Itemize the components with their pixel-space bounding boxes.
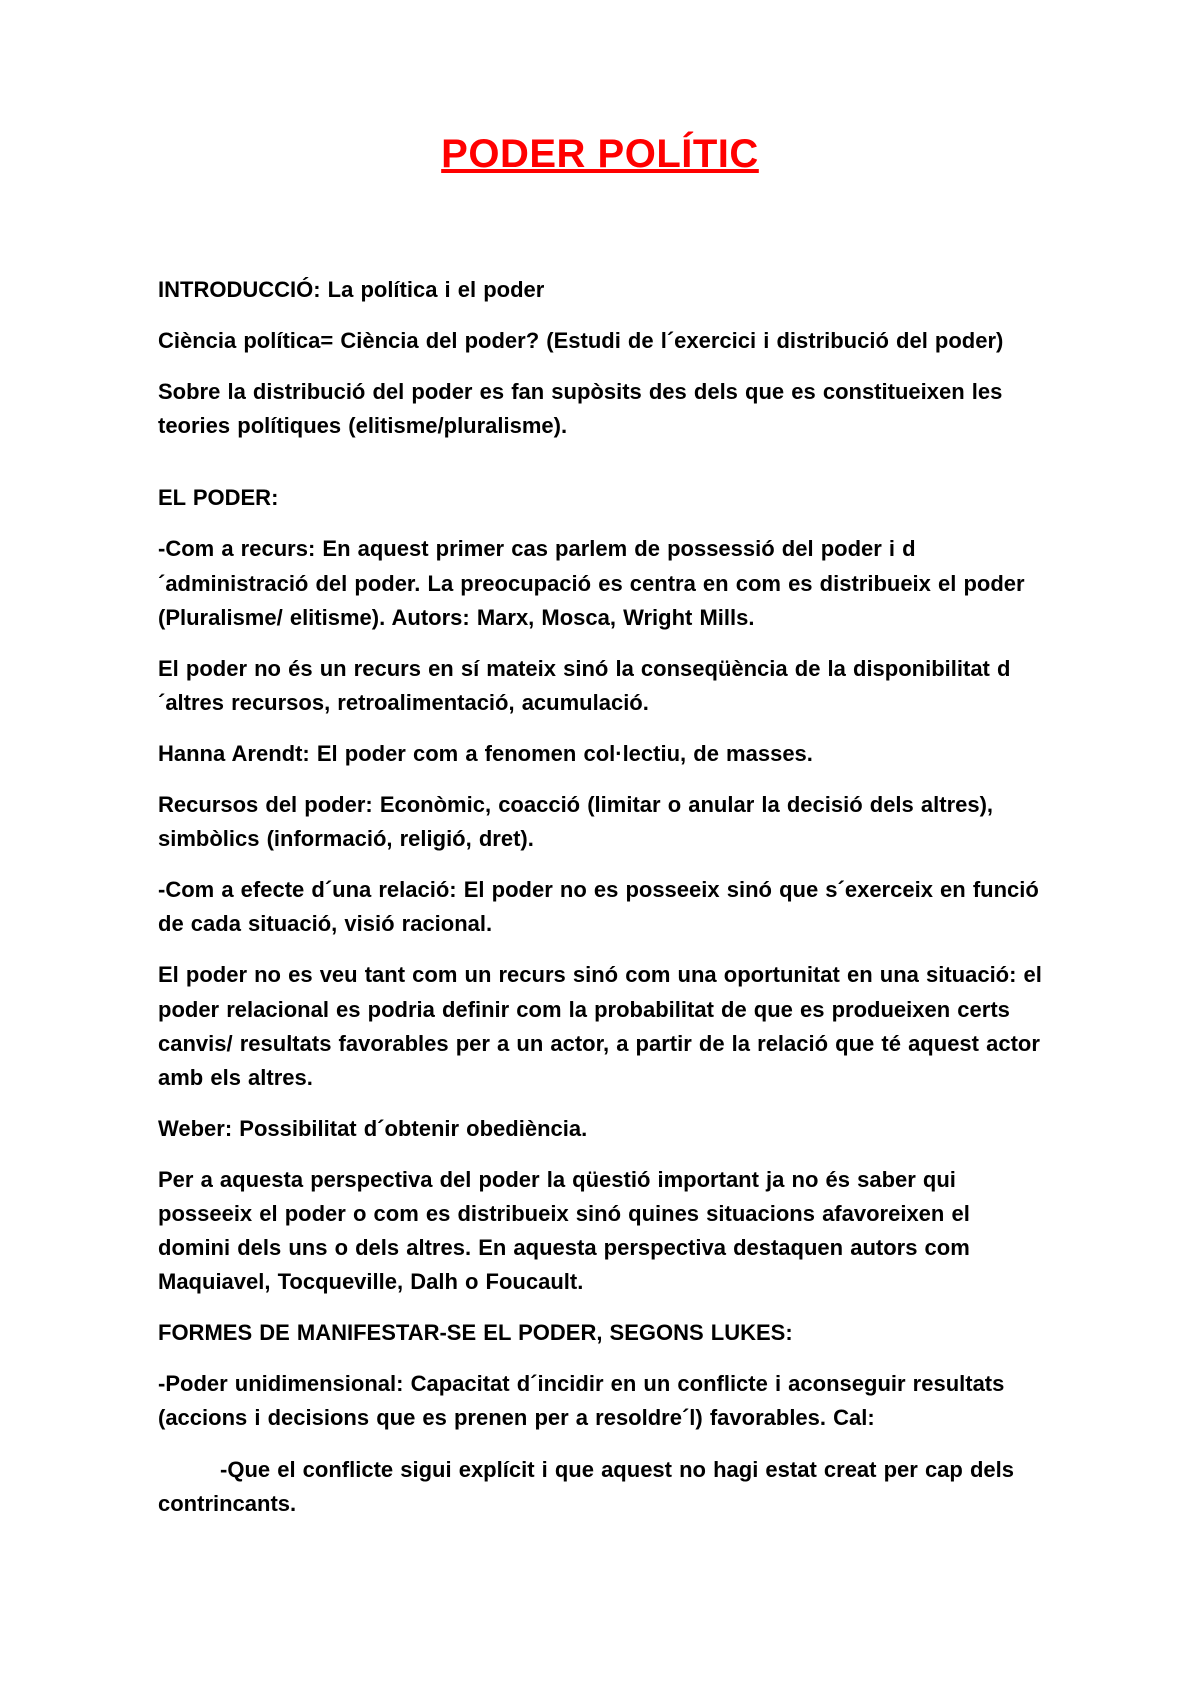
paragraph [158,1112,1042,1146]
paragraph [158,1316,1042,1350]
paragraph [158,958,1042,1094]
paragraph-text: Sobre la distribució del poder es fan supòsits des dels que es constitueixen les teories polítiques (elitisme/pluralisme). [158,379,1003,439]
paragraph [158,375,1042,443]
paragraph-lead: -Com a efecte d´una relació: [158,877,457,903]
paragraph-text: Capacitat d´incidir en un conflicte i aconseguir resultats (accions i decisions que es prenen per a resoldre´l) favorables. Cal: [158,1371,1005,1431]
paragraph [158,1453,1042,1521]
paragraph [158,273,1042,307]
paragraph-text: -Que el conflicte sigui explícit i que aquest no hagi estat creat per cap dels contrincants. [158,1456,1014,1516]
paragraph [158,737,1042,771]
paragraph [158,532,1042,634]
paragraph-lead: EL PODER: [158,485,279,511]
paragraph [158,1163,1042,1299]
paragraph-lead: FORMES DE MANIFESTAR-SE EL PODER, SEGONS LUKES: [158,1320,793,1346]
paragraph-lead: -Com a recurs: [158,536,316,562]
paragraph [158,788,1042,856]
paragraph-lead: -Poder unidimensional: [158,1371,404,1397]
paragraph-text: Hanna Arendt: El poder com a fenomen col·lectiu, de masses. [158,740,813,766]
paragraph-text: Ciència política= Ciència del poder? (Estudi de l´exercici i distribució del poder) [158,328,1004,354]
paragraph-lead: INTRODUCCIÓ: La política i el poder [158,277,545,302]
document-body [158,273,1042,1521]
paragraph [158,324,1042,358]
document-title: PODER POLÍTIC [441,132,759,176]
paragraph-text: Recursos del poder: Econòmic, coacció (limitar o anular la decisió dels altres), simbòlics (informació, religió, dret). [158,792,994,852]
paragraph [158,873,1042,941]
paragraph-text: El poder no és un recurs en sí mateix sinó la conseqüència de la disponibilitat d´altres recursos, retroalimentació, acumulació. [158,655,1011,715]
paragraph [158,481,1042,515]
paragraph-text: El poder no es veu tant com un recurs sinó com una oportunitat en una situació: el poder relacional es podria definir com la probabilitat de que es produeixen certs canvis/ resultats favorables per a un actor, a partir de la relació que té aquest actor amb els altres. [158,962,1042,1090]
paragraph-text: El poder no es posseeix sinó que s´exerceix en funció de cada situació, visió racional. [158,877,1039,937]
paragraph-text: En aquest primer cas parlem de possessió del poder i d´administració del poder. La preocupació es centra en com es distribueix el poder (Pluralisme/ elitisme). Autors: Marx, Mosca, Wright Mills. [158,536,1025,630]
paragraph [158,652,1042,720]
paragraph-text: Weber: Possibilitat d´obtenir obediència. [158,1115,588,1141]
paragraph [158,1367,1042,1435]
paragraph-text: Per a aquesta perspectiva del poder la qüestió important ja no és saber qui posseeix el poder o com es distribueix sinó quines situacions afavoreixen el domini dels uns o dels altres. En aquesta perspectiva destaquen autors com Maquiavel, Tocqueville, Dalh o Foucault. [158,1166,970,1295]
